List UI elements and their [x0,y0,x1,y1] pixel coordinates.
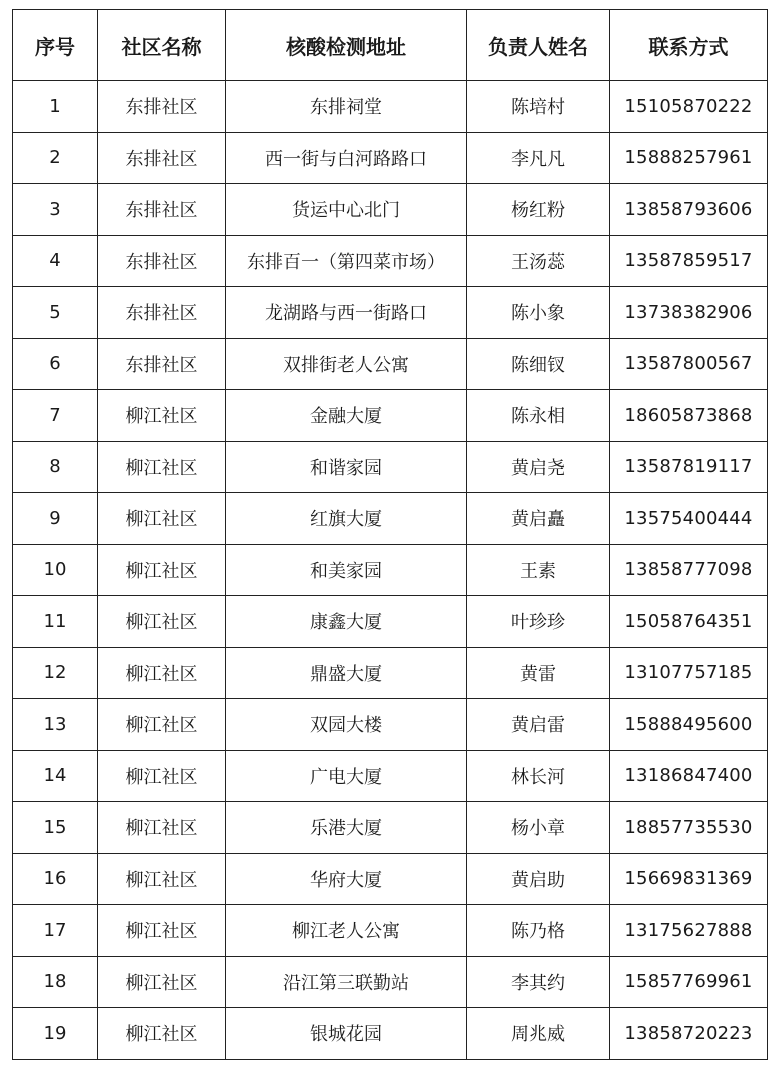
cell-address: 双排街老人公寓 [226,338,467,390]
cell-index: 19 [13,1008,98,1060]
cell-address: 西一街与白河路路口 [226,132,467,184]
cell-phone: 13858720223 [610,1008,768,1060]
cell-person: 陈培村 [467,81,610,133]
table-body [13,81,768,1060]
table-row [13,647,768,699]
table-row [13,750,768,802]
table-row [13,287,768,339]
cell-index: 18 [13,956,98,1008]
cell-index: 17 [13,905,98,957]
cell-phone: 13175627888 [610,905,768,957]
table-row [13,956,768,1008]
cell-address: 红旗大厦 [226,493,467,545]
cell-phone: 18857735530 [610,802,768,854]
cell-address: 康鑫大厦 [226,596,467,648]
cell-phone: 13575400444 [610,493,768,545]
cell-index: 3 [13,184,98,236]
cell-index: 2 [13,132,98,184]
cell-community: 东排社区 [98,235,226,287]
table-row [13,1008,768,1060]
cell-community: 柳江社区 [98,853,226,905]
cell-address: 货运中心北门 [226,184,467,236]
cell-community: 柳江社区 [98,1008,226,1060]
table-row [13,493,768,545]
cell-phone: 13858777098 [610,544,768,596]
cell-address: 和美家园 [226,544,467,596]
cell-address: 沿江第三联勤站 [226,956,467,1008]
table-row [13,802,768,854]
cell-address: 和谐家园 [226,441,467,493]
cell-address: 金融大厦 [226,390,467,442]
cell-phone: 13738382906 [610,287,768,339]
cell-index: 7 [13,390,98,442]
cell-address: 广电大厦 [226,750,467,802]
cell-address: 东排祠堂 [226,81,467,133]
cell-phone: 15105870222 [610,81,768,133]
cell-person: 黄启助 [467,853,610,905]
cell-person: 陈永相 [467,390,610,442]
header-index: 序号 [13,10,98,81]
table-row [13,853,768,905]
cell-person: 李其约 [467,956,610,1008]
header-row [13,10,768,81]
cell-phone: 13107757185 [610,647,768,699]
cell-community: 东排社区 [98,338,226,390]
cell-person: 黄启矗 [467,493,610,545]
cell-community: 柳江社区 [98,493,226,545]
cell-community: 柳江社区 [98,905,226,957]
cell-community: 柳江社区 [98,750,226,802]
cell-person: 叶珍珍 [467,596,610,648]
cell-person: 李凡凡 [467,132,610,184]
cell-address: 银城花园 [226,1008,467,1060]
cell-phone: 15857769961 [610,956,768,1008]
cell-phone: 13587800567 [610,338,768,390]
cell-address: 双园大楼 [226,699,467,751]
cell-person: 陈细钗 [467,338,610,390]
cell-person: 杨红粉 [467,184,610,236]
cell-address: 柳江老人公寓 [226,905,467,957]
cell-person: 陈小象 [467,287,610,339]
cell-index: 5 [13,287,98,339]
table-row [13,184,768,236]
cell-address: 龙湖路与西一街路口 [226,287,467,339]
table-row [13,81,768,133]
cell-address: 乐港大厦 [226,802,467,854]
cell-person: 陈乃格 [467,905,610,957]
cell-phone: 13587859517 [610,235,768,287]
table-row [13,235,768,287]
cell-community: 柳江社区 [98,699,226,751]
cell-index: 9 [13,493,98,545]
cell-community: 柳江社区 [98,596,226,648]
cell-phone: 13858793606 [610,184,768,236]
cell-community: 东排社区 [98,287,226,339]
cell-phone: 13587819117 [610,441,768,493]
cell-phone: 15888257961 [610,132,768,184]
cell-index: 6 [13,338,98,390]
cell-community: 柳江社区 [98,544,226,596]
cell-community: 东排社区 [98,81,226,133]
cell-phone: 15058764351 [610,596,768,648]
table-row [13,699,768,751]
cell-community: 柳江社区 [98,956,226,1008]
header-phone: 联系方式 [610,10,768,81]
cell-address: 鼎盛大厦 [226,647,467,699]
cell-index: 1 [13,81,98,133]
cell-phone: 18605873868 [610,390,768,442]
cell-person: 杨小章 [467,802,610,854]
table-row [13,905,768,957]
cell-index: 12 [13,647,98,699]
cell-person: 黄雷 [467,647,610,699]
cell-person: 黄启雷 [467,699,610,751]
cell-index: 8 [13,441,98,493]
nucleic-test-sites-table [12,9,768,1060]
cell-phone: 15669831369 [610,853,768,905]
table-row [13,338,768,390]
cell-community: 柳江社区 [98,441,226,493]
cell-community: 柳江社区 [98,647,226,699]
table-row [13,132,768,184]
cell-index: 4 [13,235,98,287]
cell-person: 周兆威 [467,1008,610,1060]
cell-index: 16 [13,853,98,905]
cell-index: 14 [13,750,98,802]
header-address: 核酸检测地址 [226,10,467,81]
cell-index: 13 [13,699,98,751]
cell-phone: 13186847400 [610,750,768,802]
cell-person: 王素 [467,544,610,596]
cell-address: 东排百一（第四菜市场） [226,235,467,287]
cell-index: 11 [13,596,98,648]
cell-person: 黄启尧 [467,441,610,493]
table-row [13,441,768,493]
cell-index: 15 [13,802,98,854]
cell-community: 柳江社区 [98,390,226,442]
cell-community: 柳江社区 [98,802,226,854]
table-row [13,390,768,442]
cell-community: 东排社区 [98,184,226,236]
cell-phone: 15888495600 [610,699,768,751]
header-person: 负责人姓名 [467,10,610,81]
header-community: 社区名称 [98,10,226,81]
cell-index: 10 [13,544,98,596]
cell-person: 王汤蕊 [467,235,610,287]
table-row [13,544,768,596]
table-row [13,596,768,648]
cell-community: 东排社区 [98,132,226,184]
cell-address: 华府大厦 [226,853,467,905]
cell-person: 林长河 [467,750,610,802]
